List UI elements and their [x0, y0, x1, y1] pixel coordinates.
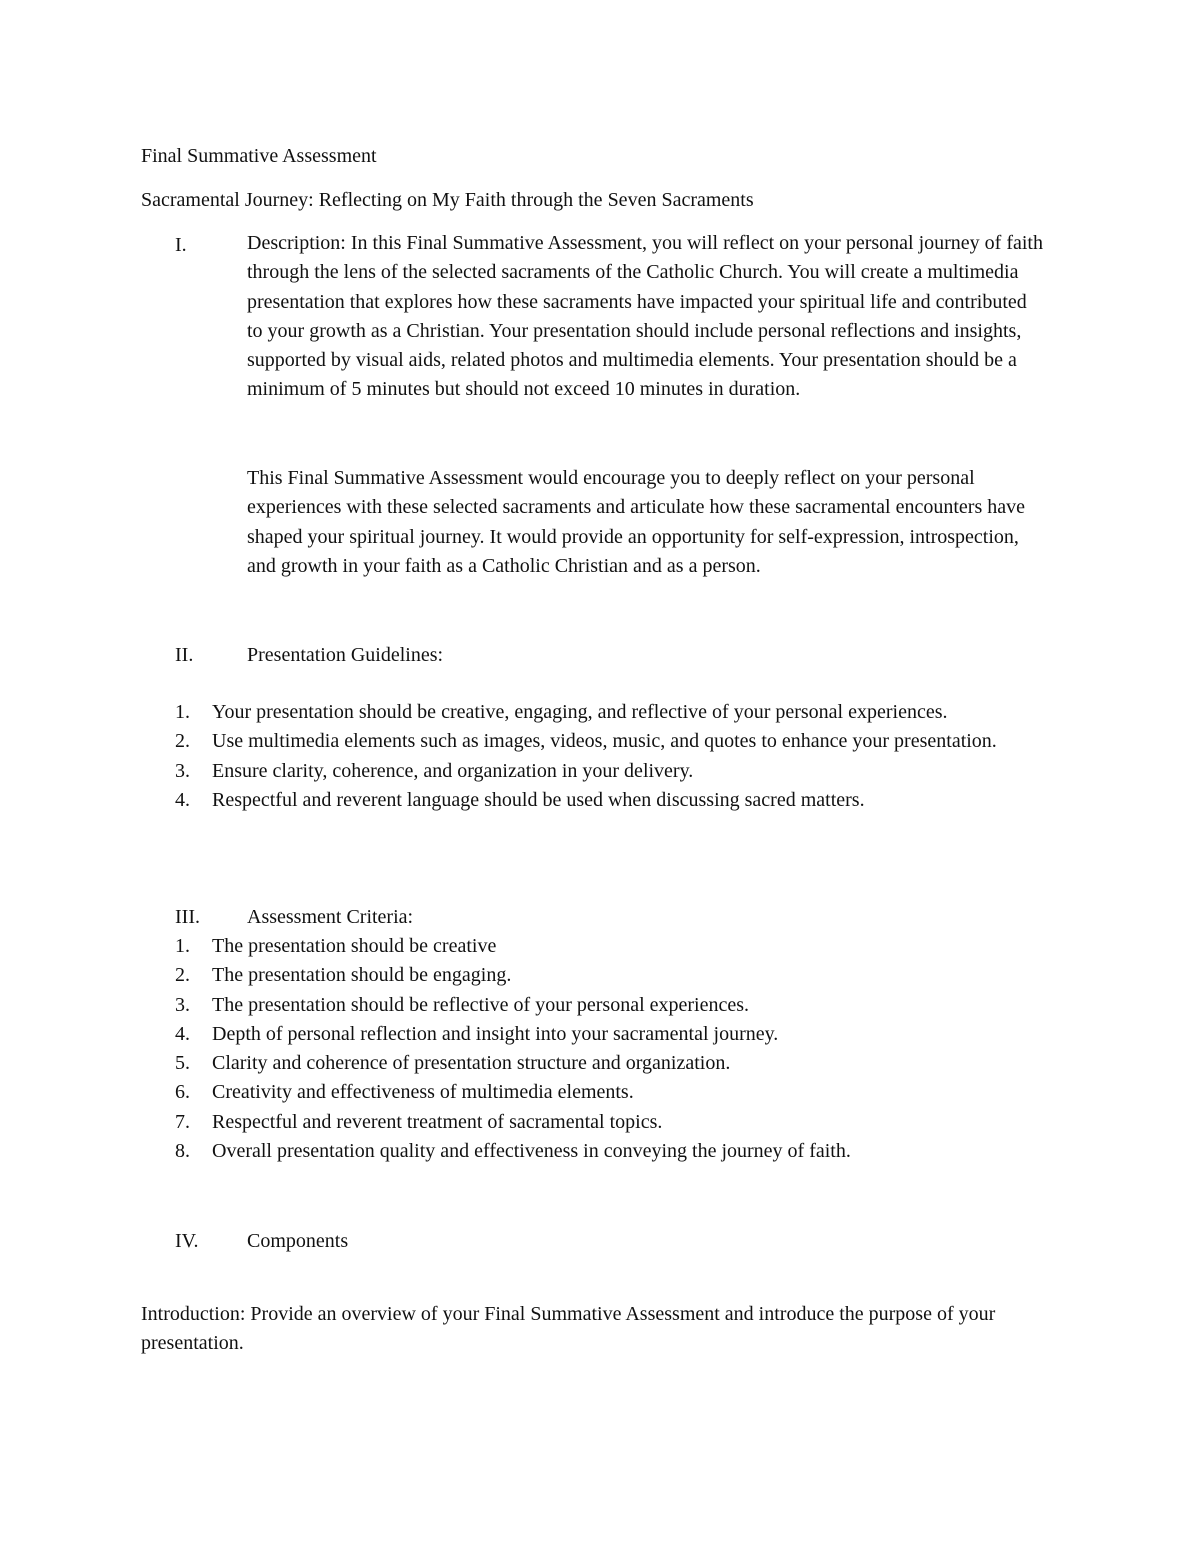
- section-1-numeral: I.: [175, 234, 187, 256]
- list-item: [175, 786, 1035, 815]
- list-item: [175, 1137, 1035, 1166]
- list-item: [175, 1108, 1035, 1137]
- guidelines-list: [175, 698, 1035, 815]
- list-item-number: 6.: [175, 1081, 190, 1104]
- list-item-text: The presentation should be reflective of your personal experiences.: [212, 993, 750, 1016]
- introduction-paragraph: Introduction: Provide an overview of your Final Summative Assessment and introduce the purpose of your presentation.: [141, 1303, 996, 1355]
- list-item-text: Use multimedia elements such as images, videos, music, and quotes to enhance your presentation.: [212, 730, 997, 753]
- list-item: [175, 757, 1035, 786]
- list-item: [175, 1078, 1035, 1107]
- section-4-heading: Components: [247, 1230, 349, 1252]
- list-item-number: 4.: [175, 788, 190, 811]
- list-item-text: Respectful and reverent language should be used when discussing sacred matters.: [212, 788, 865, 811]
- list-item-number: 1.: [175, 701, 190, 723]
- section-1-reflection: This Final Summative Assessment would encourage you to deeply reflect on your personal experiences with these selected sacraments and articulate how these sacramental encounters have shaped your spiritual journey. It would provide an opportunity for self-expression, introspection, and growth in your faith as a Catholic Christian and as a person.: [247, 467, 1025, 577]
- list-item-number: 3.: [175, 759, 190, 782]
- list-item-text: The presentation should be engaging.: [212, 964, 512, 987]
- list-item-number: 8.: [175, 1140, 190, 1163]
- list-item: [175, 1049, 1035, 1078]
- list-item-text: Clarity and coherence of presentation structure and organization.: [212, 1052, 731, 1075]
- list-item-number: 2.: [175, 964, 190, 987]
- section-4-numeral: IV.: [175, 1230, 199, 1252]
- criteria-list: [175, 932, 1035, 1166]
- list-item-text: Overall presentation quality and effectiveness in conveying the journey of faith.: [212, 1140, 851, 1163]
- document-subtitle: Sacramental Journey: Reflecting on My Faith through the Seven Sacraments: [141, 189, 754, 211]
- list-item-text: Creativity and effectiveness of multimedia elements.: [212, 1081, 634, 1104]
- list-item: [175, 698, 1035, 727]
- list-item: [175, 1020, 1035, 1049]
- list-item-text: Your presentation should be creative, engaging, and reflective of your personal experiences.: [212, 701, 948, 723]
- list-item-number: 3.: [175, 993, 190, 1016]
- section-2-heading: Presentation Guidelines:: [247, 644, 444, 666]
- list-item: [175, 932, 1035, 961]
- list-item: [175, 727, 1035, 756]
- list-item: [175, 961, 1035, 990]
- list-item-text: The presentation should be creative: [212, 935, 497, 957]
- list-item-number: 2.: [175, 730, 190, 753]
- section-3-heading: Assessment Criteria:: [247, 906, 414, 928]
- list-item-number: 4.: [175, 1022, 190, 1045]
- section-2-numeral: II.: [175, 644, 194, 666]
- document-title: Final Summative Assessment: [141, 145, 377, 167]
- list-item: [175, 991, 1035, 1020]
- list-item-number: 7.: [175, 1110, 190, 1133]
- list-item-text: Ensure clarity, coherence, and organization in your delivery.: [212, 759, 694, 782]
- list-item-text: Depth of personal reflection and insight into your sacramental journey.: [212, 1022, 779, 1045]
- list-item-number: 5.: [175, 1052, 190, 1075]
- section-3-numeral: III.: [175, 906, 200, 928]
- section-1-description: Description: In this Final Summative Assessment, you will reflect on your personal journey of faith through the lens of the selected sacraments of the Catholic Church. You will create a multimedia presentation that explores how these sacraments have impacted your spiritual life and contributed to your growth as a Christian. Your presentation should include personal reflections and insights, supported by visual aids, related photos and multimedia elements. Your presentation should be a minimum of 5 minutes but should not exceed 10 minutes in duration.: [247, 232, 1043, 401]
- list-item-number: 1.: [175, 935, 190, 957]
- list-item-text: Respectful and reverent treatment of sacramental topics.: [212, 1110, 663, 1133]
